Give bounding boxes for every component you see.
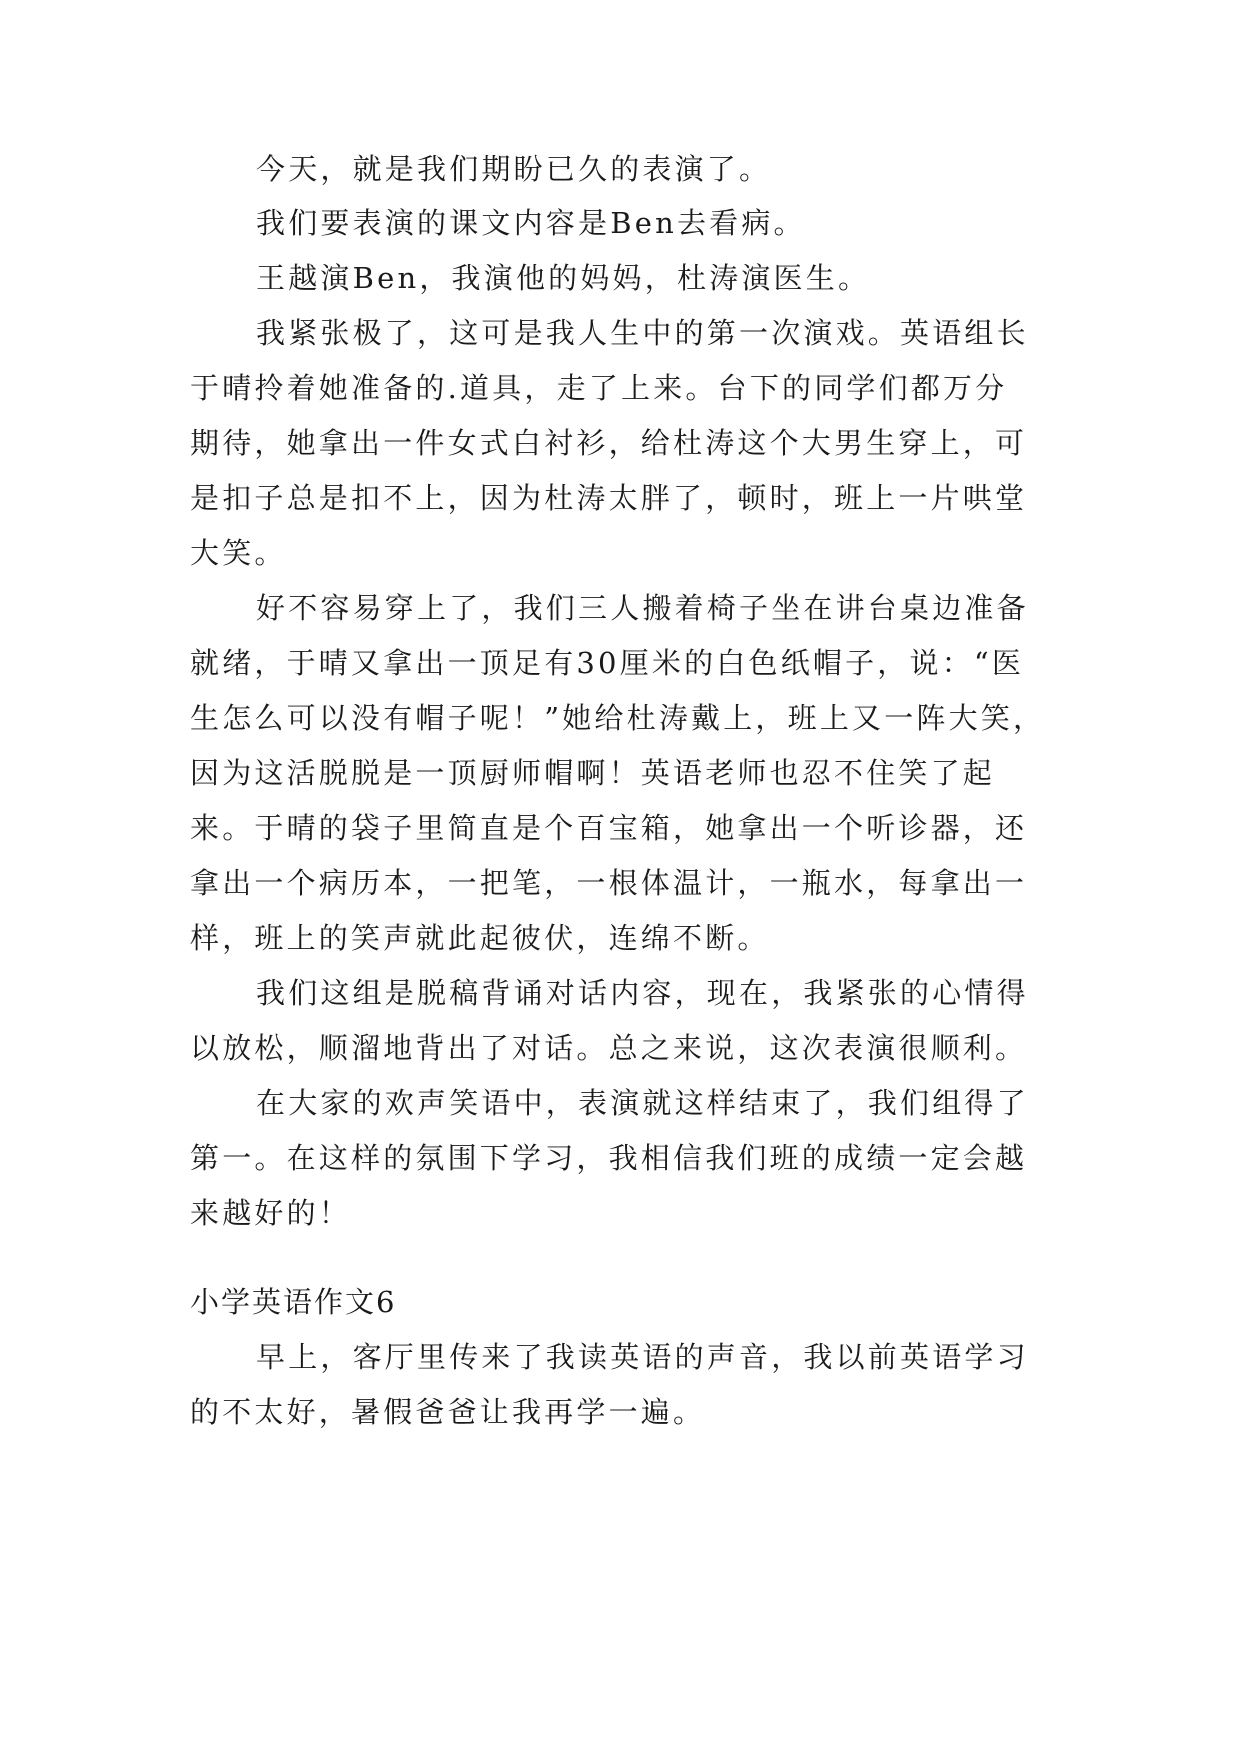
text-line: 于晴拎着她准备的.道具，走了上来。台下的同学们都万分	[190, 371, 1008, 405]
text-line: 好不容易穿上了，我们三人搬着椅子坐在讲台桌边准备	[256, 591, 1029, 625]
text-line: 早上，客厅里传来了我读英语的声音，我以前英语学习	[256, 1340, 1029, 1374]
text-line: 拿出一个病历本，一把笔，一根体温计，一瓶水，每拿出一	[190, 866, 1028, 900]
section-title: 小学英语作文6	[190, 1285, 397, 1319]
text-line: 生怎么可以没有帽子呢！”她给杜涛戴上，班上又一阵大笑，	[190, 701, 1046, 735]
text-line: 我紧张极了，这可是我人生中的第一次演戏。英语组长	[256, 316, 1029, 350]
text-line: 样，班上的笑声就此起彼伏，连绵不断。	[190, 921, 770, 955]
text-line: 我们要表演的课文内容是Ben去看病。	[256, 206, 806, 240]
text-line: 第一。在这样的氛围下学习，我相信我们班的成绩一定会越	[190, 1141, 1028, 1175]
text-line: 在大家的欢声笑语中，表演就这样结束了，我们组得了	[256, 1086, 1029, 1120]
text-line: 来。于晴的袋子里简直是个百宝箱，她拿出一个听诊器，还	[190, 811, 1028, 845]
text-line: 的不太好，暑假爸爸让我再学一遍。	[190, 1395, 706, 1429]
text-line: 就绪，于晴又拿出一顶足有30厘米的白色纸帽子，说：“医	[190, 646, 1025, 680]
text-line: 今天，就是我们期盼已久的表演了。	[256, 152, 772, 186]
text-line: 大笑。	[190, 536, 287, 570]
text-line: 王越演Ben，我演他的妈妈，杜涛演医生。	[256, 261, 871, 295]
text-line: 期待，她拿出一件女式白衬衫，给杜涛这个大男生穿上，可	[190, 426, 1028, 460]
text-line: 来越好的！	[190, 1196, 352, 1230]
text-line: 以放松，顺溜地背出了对话。总之来说，这次表演很顺利。	[190, 1031, 1028, 1065]
text-line: 我们这组是脱稿背诵对话内容，现在，我紧张的心情得	[256, 976, 1029, 1010]
text-line: 因为这活脱脱是一顶厨师帽啊！英语老师也忍不住笑了起	[190, 756, 996, 790]
text-line: 是扣子总是扣不上，因为杜涛太胖了，顿时，班上一片哄堂	[190, 481, 1028, 515]
